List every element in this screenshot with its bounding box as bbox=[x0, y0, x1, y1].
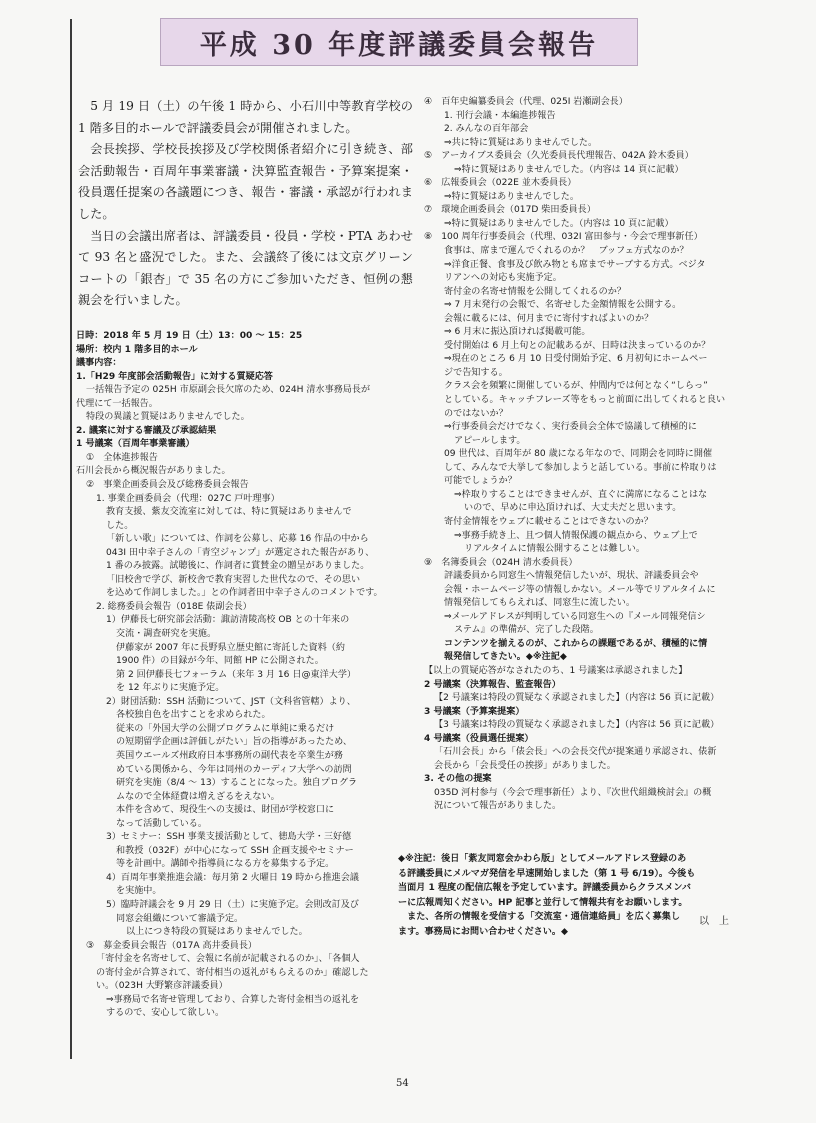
text-line: 以上につき特段の質疑はありませんでした。 bbox=[126, 927, 308, 938]
text-line: を実施中。 bbox=[116, 886, 162, 897]
text-line: 石川会長から概況報告がありました。 bbox=[76, 466, 231, 477]
text-line: 5）臨時評議会を 9 月 29 日（土）に実施予定。会則改訂及び bbox=[106, 899, 359, 910]
text-line: 寄付金の名寄せ情報を公開してくれるのか？ bbox=[444, 286, 626, 297]
text-line: した。 bbox=[106, 520, 134, 531]
text-line: 場所：校内 1 階多目的ホール bbox=[76, 344, 198, 355]
text-line: 和教授（032F）が中心になって SSH 企画支援やセミナー bbox=[116, 845, 354, 856]
text-line: 従来の「外国大学の公開プログラムに単純に乗るだけ bbox=[116, 723, 335, 734]
text-line: を 12 年ぶりに実施予定。 bbox=[116, 683, 225, 694]
text-line: 寄付金情報をウェブに載せることはできないのか？ bbox=[444, 516, 653, 527]
intro-paragraph: 5 月 19 日（土）の午後 1 時から、小石川中等教育学校の 1 階多目的ホールで評議委員会が開催されました。 bbox=[78, 99, 413, 135]
text-line: ⇒共に特に質疑はありませんでした。 bbox=[444, 137, 598, 148]
text-line: 2. みんなの百年部会 bbox=[444, 124, 529, 135]
text-line: 4 号議案（役員選任提案） bbox=[424, 733, 534, 744]
text-line: 同窓会組織について審議予定。 bbox=[116, 913, 244, 924]
text-line: 会報・ホームページ等の情報しかない。メール等でリアルタイムに bbox=[444, 584, 716, 595]
text-line: コンテンツを揃えるのが、これからの課題であるが、積極的に情 bbox=[444, 638, 708, 649]
footer-note-line: 当面月 1 程度の配信広報を予定しています。評議委員からクラスメンバ bbox=[398, 883, 691, 893]
text-line: 「寄付金を名寄せして、会報に名前が記載されるのか」、「各個人 bbox=[96, 954, 360, 965]
text-line: 報発信してきたい。◆※注記◆ bbox=[444, 652, 567, 663]
text-line: 特段の異議と質疑はありませんでした。 bbox=[86, 412, 250, 423]
text-line: 1900 件）の目録が今年、同館 HP に公開された。 bbox=[116, 656, 324, 667]
text-line: 2. 議案に対する審議及び承認結果 bbox=[76, 425, 217, 436]
text-line: 3）セミナー：SSH 事業支援活動として、徳島大学・三好德 bbox=[106, 832, 352, 843]
text-line: なって活動している。 bbox=[116, 818, 207, 829]
text-line: 日時：2018 年 5 月 19 日（土）13：00 ～ 15：25 bbox=[76, 331, 303, 341]
text-line: 043I 田中幸子さんの「青空ジャンプ」が選定された報告があり、 bbox=[106, 547, 375, 558]
text-line: めている関係から、今年は同州のカーディフ大学への訪問 bbox=[116, 764, 352, 775]
text-line: 2）財団活動：SSH 活動について、JST（文科省管轄）より、 bbox=[106, 696, 356, 707]
text-line: 評議委員から同窓生へ情報発信したいが、現状、評議委員会や bbox=[444, 571, 699, 582]
intro-section bbox=[78, 96, 413, 312]
text-line: 1 号議案（百周年事業審議） bbox=[76, 439, 195, 450]
text-line: ⇒メールアドレスが判明している同窓生への『メール同報発信シ bbox=[444, 611, 706, 622]
text-line: ⇒ 6 月末に振込頂ければ掲載可能。 bbox=[444, 327, 591, 338]
footer-note-line: ーに広報周知ください。HP 記事と並行して情報共有をお願いします。 bbox=[398, 897, 688, 908]
text-line: ⇒行事委員会だけでなく、実行委員会全体で協議して積極的に bbox=[444, 422, 697, 433]
footer-note bbox=[398, 852, 748, 939]
text-line: 食事は、席まで運んでくれるのか？ ブッフェ方式なのか？ bbox=[444, 246, 689, 257]
text-line: の寄付金が合算されて、寄付相当の返礼がもらえるのか」確認した bbox=[96, 967, 369, 978]
text-line: ⇒事務局で名寄せ管理しており、合算した寄付金相当の返礼を bbox=[106, 994, 360, 1005]
text-line: 1 番のみ披露。試聴後に、作詞者に賞賛金の贈呈がありました。 bbox=[106, 561, 370, 572]
footer-note-line: また、各所の情報を受信する「交流室・通信連絡員」を広く募集し bbox=[398, 912, 680, 922]
text-line: ④ 百年史編纂委員会（代理、025I 岩瀬副会長） bbox=[424, 97, 628, 107]
text-line: 等を計画中。講師や指導員になる方を募集する予定。 bbox=[116, 859, 335, 870]
text-line: を込めて作詞しました。」との作詞者田中幸子さんのコメントです。 bbox=[106, 588, 383, 599]
text-line: 交流・調査研究を実施。 bbox=[116, 629, 217, 640]
text-line: 2 号議案（決算報告、監査報告） bbox=[424, 679, 561, 690]
text-line: 【以上の質疑応答がなされたのち、1 号議案は承認されました】 bbox=[424, 665, 688, 676]
text-line: 3 号議案（予算案提案） bbox=[424, 706, 525, 717]
text-line: ① 全体進捗報告 bbox=[86, 452, 158, 463]
text-line: 代理にて一括報告。 bbox=[76, 398, 158, 409]
text-line: ⇒現在のところ 6 月 10 日受付開始予定、6 月初旬にホームペー bbox=[444, 354, 708, 365]
text-line: としている。キャッチフレーズ等をもっと前面に出してくれると良い bbox=[444, 395, 726, 406]
text-line: いので、早めに申込頂ければ、大丈夫だと思います。 bbox=[464, 503, 682, 514]
intro-paragraph: 会長挨拶、学校長挨拶及び学校関係者紹介に引き続き、部会活動報告・百周年事業審議・決算監査報告・予算案提案・役員選任提案の各議題につき、報告・審議・承認が行われました。 bbox=[78, 142, 413, 221]
text-line: ステム』の準備が、完了した段階。 bbox=[454, 625, 599, 636]
text-line: 会長から「会長受任の挨拶」がありました。 bbox=[434, 760, 616, 771]
text-line: するので、安心して欲しい。 bbox=[106, 1008, 225, 1019]
minutes-right-column bbox=[424, 96, 748, 814]
text-line: 【3 号議案は特段の質疑なく承認されました】（内容は 56 頁に記載） bbox=[434, 720, 720, 731]
page-title: 平成 30 年度評議委員会報告 bbox=[199, 29, 599, 61]
text-line: ⇒事務手続き上、且つ個人情報保護の観点から、ウェブ上で bbox=[454, 530, 698, 541]
text-line: リアンへの対応も実施予定。 bbox=[444, 273, 562, 284]
text-line: ⇒特に質疑はありませんでした。（内容は 14 頁に記載） bbox=[454, 164, 684, 175]
text-line: 情報発信してもらえれば、同窓生に流したい。 bbox=[444, 598, 635, 609]
text-line: 「旧校舎で学び、新校舎で教育実習した世代なので、その思い bbox=[106, 574, 361, 585]
text-line: して、みんなで大挙して参加しようと話している。事前に枠取りは bbox=[444, 462, 717, 473]
text-line: のではないか？ bbox=[444, 408, 508, 419]
text-line: リアルタイムに情報公開することは難しい。 bbox=[464, 544, 645, 555]
text-line: 教育支援、紫友交流室に対しては、特に質疑はありませんで bbox=[106, 507, 352, 518]
text-line: 況について報告がありました。 bbox=[434, 801, 562, 812]
text-line: ⑧ 100 周年行事委員会（代理、032I 富田参与・今会で理事新任） bbox=[424, 232, 703, 243]
page-number: 54 bbox=[396, 1078, 409, 1089]
text-line: 3. その他の提案 bbox=[424, 774, 492, 785]
text-line: ⑨ 名簿委員会（024H 清水委員長） bbox=[424, 557, 578, 568]
text-line: ⇒特に質疑はありませんでした。 bbox=[444, 191, 579, 202]
text-line: ② 事業企画委員会及び総務委員会報告 bbox=[86, 480, 249, 491]
minutes-left-column bbox=[76, 330, 416, 1021]
text-line: 【2 号議案は特段の質疑なく承認されました】（内容は 56 頁に記載） bbox=[434, 693, 720, 704]
footer-note-line: ◆※注記：後日「紫友同窓会かわら版」としてメールアドレス登録のあ bbox=[398, 854, 687, 864]
text-line: 09 世代は、百周年が 80 歳になる年なので、同期会を同時に開催 bbox=[444, 449, 713, 460]
text-line: 伊藤家が 2007 年に長野県立歴史館に寄託した資料（約 bbox=[116, 642, 345, 653]
text-line: 受付開始は 6 月上旬との記載あるが、日時は決まっているのか？ bbox=[444, 340, 711, 351]
text-line: 可能でしょうか？ bbox=[444, 476, 517, 487]
text-line: ⑥ 広報委員会（022E 並木委員長） bbox=[424, 178, 577, 189]
text-line: 本件を含めて、現役生への支援は、財団が学校窓口に bbox=[116, 805, 335, 816]
text-line: 1. 事業企画委員会（代理：027C 戸叶理事） bbox=[96, 493, 280, 504]
text-line: 各校独自色を出すことを求められた。 bbox=[116, 710, 271, 721]
footer-note-line: る評議委員にメルマガ発信を早速開始しました（第 1 号 6/19）。今後も bbox=[398, 868, 696, 879]
text-line: 1.「H29 年度部会活動報告」に対する質疑応答 bbox=[76, 371, 273, 382]
text-line: 会報に載るには、何月までに寄付すればよいのか？ bbox=[444, 313, 654, 324]
text-line: 1. 刊行会議・本編進捗報告 bbox=[444, 110, 556, 121]
text-line: 第 2 回伊藤長七フォーラム（来年 3 月 16 日@東洋大学） bbox=[116, 669, 357, 680]
text-line: 研究を実施（8/4 ～ 13）することになった。独自プログラ bbox=[116, 778, 358, 789]
text-line: クラス会を頻繁に開催しているが、仲間内では何となく“しらっ” bbox=[444, 381, 708, 392]
text-line: ⇒特に質疑はありませんでした。（内容は 10 頁に記載） bbox=[444, 218, 674, 229]
text-line: 「石川会長」から「俵会長」への会長交代が提案通り承認され、俵新 bbox=[434, 747, 717, 758]
text-line: ③ 募金委員会報告（017A 高井委員長） bbox=[86, 940, 258, 951]
text-line: 4）百周年事業推進会議：毎月第 2 火曜日 19 時から推進会議 bbox=[106, 872, 359, 883]
text-line: ⑦ 環境企画委員会（017D 柴田委員長） bbox=[424, 205, 596, 216]
closing-mark: 以 上 bbox=[699, 916, 729, 927]
text-line: 英国ウエールズ州政府日本事務所の副代表を卒業生が務 bbox=[116, 750, 343, 761]
title-banner bbox=[160, 18, 638, 66]
text-line: ⇒ 7 月末発行の会報で、名寄せした金額情報を公開する。 bbox=[444, 300, 682, 311]
text-line: ジで告知する。 bbox=[444, 367, 508, 378]
text-line: 「新しい歌」については、作詞を公募し、応募 16 作品の中から bbox=[106, 534, 369, 545]
intro-paragraph: 当日の会議出席者は、評議委員・役員・学校・PTA あわせて 93 名と盛況でした。また、会議終了後には文京グリーンコートの「銀杏」で 35 名の方にご参加いただき、恒例の懇親会を行いました。 bbox=[78, 228, 413, 308]
text-line: 035D 河村参与（今会で理事新任）より、『次世代組織検討会』の概 bbox=[434, 787, 712, 798]
text-line: の短期留学企画は評価しがたい」旨の指導があったため、 bbox=[116, 737, 352, 748]
binding-edge-line bbox=[70, 19, 72, 1059]
footer-note-line: ます。事務局にお問い合わせください。◆ bbox=[398, 926, 568, 937]
text-line: ⇒洋食正餐、食事及び飲み物とも席までサーブする方式。ベジタ bbox=[444, 259, 706, 270]
text-line: ムなので全体経費は増えざるをえない。 bbox=[116, 791, 280, 802]
text-line: 1）伊藤長七研究部会活動：諏訪清陵高校 OB との十年来の bbox=[106, 615, 350, 626]
text-line: 議事内容： bbox=[76, 358, 122, 369]
text-line: ⇒枠取りすることはできませんが、直ぐに満席になることはな bbox=[454, 489, 708, 500]
text-line: アピールします。 bbox=[454, 435, 526, 446]
text-line: 一括報告予定の 025H 市原副会長欠席のため、024H 清水事務局長が bbox=[86, 385, 371, 396]
text-line: 2. 総務委員会報告（018E 俵副会長） bbox=[96, 601, 252, 612]
text-line: い。（023H 大野繁彦評議委員） bbox=[96, 981, 228, 992]
text-line: ⑤ アーカイブス委員会（久光委員長代理報告、042A 鈴木委員） bbox=[424, 151, 694, 162]
